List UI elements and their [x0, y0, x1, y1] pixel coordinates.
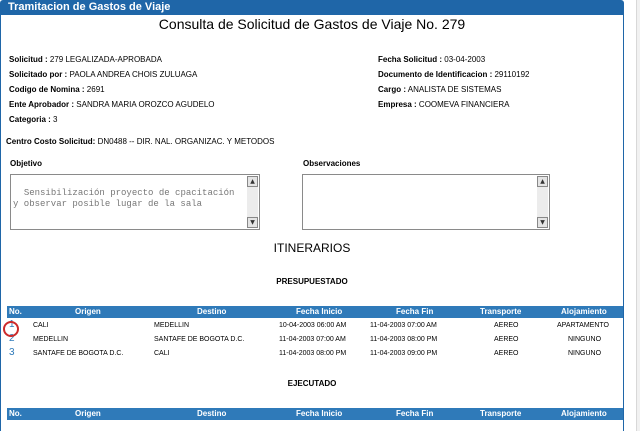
col-transporte: Transporte [480, 409, 522, 418]
frame-border-left [0, 15, 1, 431]
col-destino: Destino [197, 409, 227, 418]
page-title: Consulta de Solicitud de Gastos de Viaje No. 279 [158, 16, 466, 32]
cell-fecha-inicio: 10-04-2003 06:00 AM [279, 322, 347, 329]
table-row[interactable] [7, 335, 623, 346]
presupuestado-table-header [7, 306, 623, 318]
table-row[interactable] [7, 349, 623, 360]
field-cargo [378, 85, 501, 94]
field-label: Centro Costo Solicitud: [6, 137, 96, 146]
cell-fecha-fin: 11-04-2003 09:00 PM [370, 350, 438, 357]
field-solicitado-por [9, 70, 197, 79]
field-label: Empresa : [378, 100, 417, 109]
col-origen: Origen [75, 409, 101, 418]
presupuestado-label: PRESUPUESTADO [276, 277, 348, 286]
ejecutado-label: EJECUTADO [287, 379, 337, 388]
field-value: 2691 [86, 85, 105, 94]
field-value: 279 LEGALIZADA-APROBADA [49, 55, 162, 64]
field-label: Fecha Solicitud : [378, 55, 443, 64]
col-fecha-fin: Fecha Fin [396, 409, 434, 418]
observaciones-textarea[interactable] [302, 174, 550, 230]
objetivo-textarea[interactable] [10, 174, 260, 230]
itinerarios-title: ITINERARIOS [273, 241, 351, 255]
field-codigo-nomina [9, 85, 105, 94]
cell-destino: SANTAFE DE BOGOTA D.C. [154, 336, 245, 343]
cell-destino: CALI [154, 350, 170, 357]
cell-origen: CALI [33, 322, 49, 329]
field-label: Categoria : [9, 115, 51, 124]
table-row[interactable] [7, 321, 623, 332]
field-centro-costo [6, 137, 275, 146]
cell-transporte: AEREO [494, 350, 519, 357]
cell-alojamiento: APARTAMENTO [557, 322, 609, 329]
scroll-down-icon[interactable]: ▼ [247, 217, 258, 228]
objetivo-text: Sensibilización proyecto de cpacitación y observar posible lugar de la sala [13, 188, 235, 209]
field-ente-aprobador [9, 100, 215, 109]
ejecutado-table-header [7, 408, 623, 420]
field-fecha-solicitud [378, 55, 485, 64]
col-no: No. [9, 409, 22, 418]
row-number-link[interactable]: 3 [9, 347, 15, 358]
cell-destino: MEDELLIN [154, 322, 190, 329]
cell-fecha-fin: 11-04-2003 08:00 PM [370, 336, 438, 343]
objetivo-scrollbar[interactable] [247, 176, 258, 228]
field-value: 03-04-2003 [444, 55, 486, 64]
field-value: DN0488 -- DIR. NAL. ORGANIZAC. Y METODOS [97, 137, 275, 146]
cell-alojamiento: NINGUNO [568, 350, 602, 357]
cell-transporte: AEREO [494, 322, 519, 329]
row-number-link[interactable]: 2 [9, 333, 15, 344]
scroll-down-icon[interactable]: ▼ [537, 217, 548, 228]
field-empresa [378, 100, 509, 109]
highlight-circle-marker [3, 321, 19, 337]
field-label: Ente Aprobador : [9, 100, 75, 109]
field-label: Documento de Identificacion : [378, 70, 493, 79]
observaciones-scrollbar[interactable] [537, 176, 548, 228]
scroll-up-icon[interactable]: ▲ [537, 176, 548, 187]
field-label: Cargo : [378, 85, 406, 94]
observaciones-label: Observaciones [303, 159, 361, 168]
cell-origen: MEDELLIN [33, 336, 69, 343]
window-title: Tramitacion de Gastos de Viaje [8, 1, 171, 13]
cell-fecha-inicio: 11-04-2003 08:00 PM [279, 350, 347, 357]
field-value: 3 [53, 115, 58, 124]
field-documento [378, 70, 529, 79]
col-alojamiento: Alojamiento [561, 307, 607, 316]
cell-fecha-fin: 11-04-2003 07:00 AM [370, 322, 437, 329]
col-fecha-inicio: Fecha Inicio [296, 307, 343, 316]
row-number-link[interactable]: 1 [9, 319, 15, 330]
field-label: Codigo de Nomina : [9, 85, 85, 94]
col-alojamiento: Alojamiento [561, 409, 607, 418]
col-fecha-fin: Fecha Fin [396, 307, 434, 316]
col-no: No. [9, 307, 22, 316]
col-destino: Destino [197, 307, 227, 316]
window-titlebar [0, 0, 624, 15]
col-transporte: Transporte [480, 307, 522, 316]
cell-origen: SANTAFE DE BOGOTA D.C. [33, 350, 124, 357]
field-label: Solicitado por : [9, 70, 68, 79]
field-label: Solicitud : [9, 55, 48, 64]
right-scroll-edge[interactable] [636, 0, 640, 431]
field-value: SANDRA MARIA OROZCO AGUDELO [76, 100, 215, 109]
scroll-up-icon[interactable]: ▲ [247, 176, 258, 187]
objetivo-label: Objetivo [10, 159, 43, 168]
field-value: ANALISTA DE SISTEMAS [407, 85, 502, 94]
cell-transporte: AEREO [494, 336, 519, 343]
frame-border-right [623, 15, 624, 431]
field-value: COOMEVA FINANCIERA [418, 100, 510, 109]
field-value: 29110192 [494, 70, 530, 79]
field-value: PAOLA ANDREA CHOIS ZULUAGA [69, 70, 198, 79]
cell-alojamiento: NINGUNO [568, 336, 602, 343]
field-solicitud [9, 55, 162, 64]
cell-fecha-inicio: 11-04-2003 07:00 AM [279, 336, 346, 343]
col-fecha-inicio: Fecha Inicio [296, 409, 343, 418]
col-origen: Origen [75, 307, 101, 316]
field-categoria [9, 115, 57, 124]
